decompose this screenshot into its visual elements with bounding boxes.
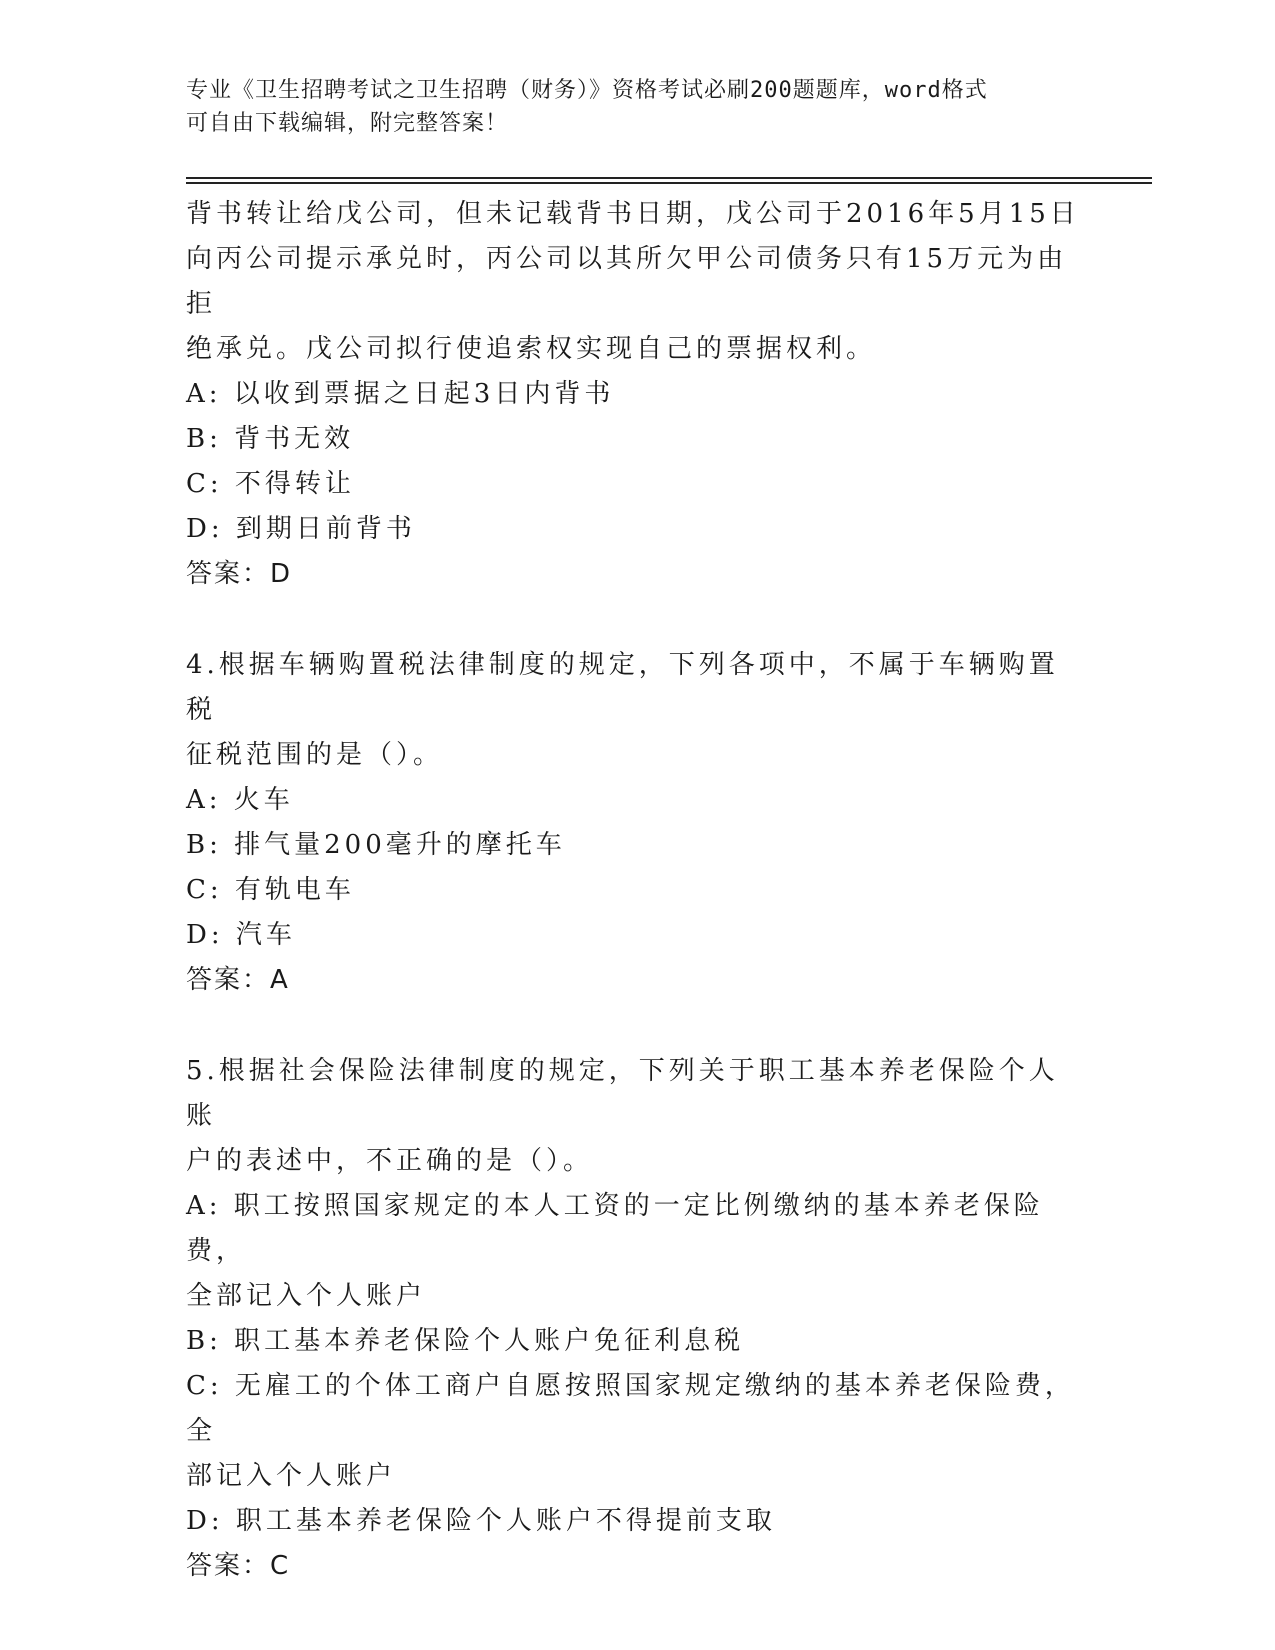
question-continuation xyxy=(186,192,1086,597)
option-b: B: 职工基本养老保险个人账户免征利息税 xyxy=(186,1326,745,1356)
question-4 xyxy=(186,643,1086,1003)
option-d: D: 汽车 xyxy=(186,920,296,950)
option-d: D: 到期日前背书 xyxy=(186,514,416,544)
option-c: C: 无雇工的个体工商户自愿按照国家规定缴纳的基本养老保险费，全 xyxy=(186,1371,1075,1446)
option-a: A: 职工按照国家规定的本人工资的一定比例缴纳的基本养老保险费， xyxy=(186,1191,1044,1266)
document-body xyxy=(186,192,1086,1589)
option-b: B: 背书无效 xyxy=(186,424,355,454)
header-divider-top xyxy=(186,177,1152,179)
header-line-2: 可自由下载编辑，附完整答案！ xyxy=(186,111,509,136)
question-text-line: 征税范围的是（）。 xyxy=(186,740,444,770)
question-text-line: 户的表述中，不正确的是（）。 xyxy=(186,1146,594,1176)
option-c: C: 不得转让 xyxy=(186,469,355,499)
question-text-line: 5.根据社会保险法律制度的规定，下列关于职工基本养老保险个人账 xyxy=(186,1056,1059,1131)
header-line-1: 专业《卫生招聘考试之卫生招聘（财务）》资格考试必刷200题题库，word格式 xyxy=(186,78,988,103)
answer-line: 答案：A xyxy=(186,965,290,995)
spacer xyxy=(186,597,1086,643)
option-b: B: 排气量200毫升的摩托车 xyxy=(186,830,566,860)
option-a: A: 火车 xyxy=(186,785,294,815)
option-a-continued: 全部记入个人账户 xyxy=(186,1281,427,1311)
spacer xyxy=(186,1003,1086,1049)
question-text-line: 绝承兑。戊公司拟行使追索权实现自己的票据权利。 xyxy=(186,334,877,364)
option-c: C: 有轨电车 xyxy=(186,875,355,905)
question-text-line: 向丙公司提示承兑时，丙公司以其所欠甲公司债务只有15万元为由拒 xyxy=(186,244,1068,319)
header-divider-bottom xyxy=(186,182,1152,184)
option-d: D: 职工基本养老保险个人账户不得提前支取 xyxy=(186,1506,776,1536)
answer-line: 答案：C xyxy=(186,1551,291,1581)
question-text-line: 4.根据车辆购置税法律制度的规定，下列各项中，不属于车辆购置税 xyxy=(186,650,1059,725)
option-c-continued: 部记入个人账户 xyxy=(186,1461,397,1491)
answer-line: 答案：D xyxy=(186,559,293,589)
option-a: A: 以收到票据之日起3日内背书 xyxy=(186,379,615,409)
question-5 xyxy=(186,1049,1086,1589)
page-header xyxy=(186,74,1086,140)
question-text-line: 背书转让给戊公司，但未记载背书日期，戊公司于2016年5月15日 xyxy=(186,199,1080,229)
